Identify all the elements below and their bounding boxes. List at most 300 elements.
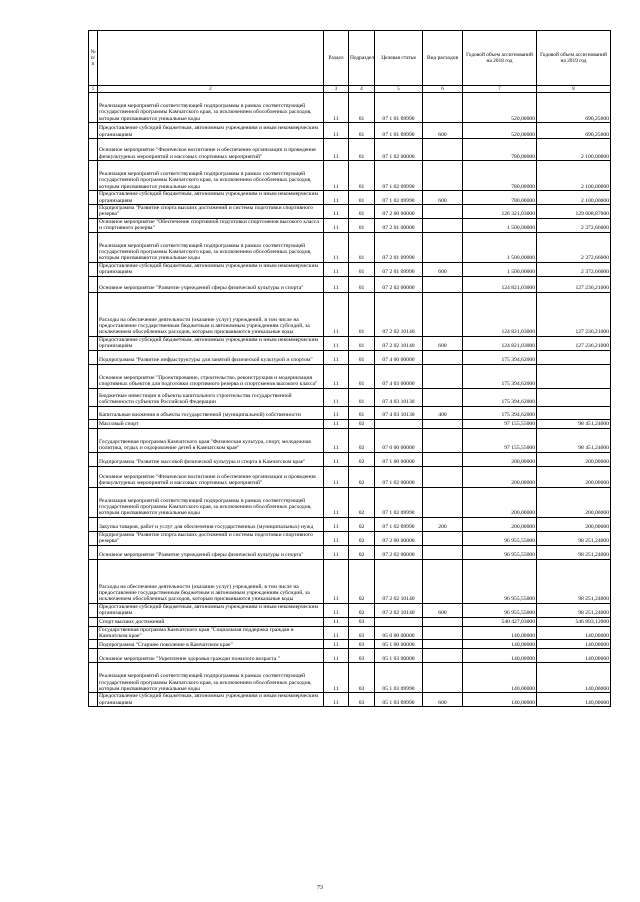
num [89,663,98,693]
row-section: 11 [324,262,349,276]
row-expense-type [423,232,463,262]
num [89,517,98,531]
row-subsection: 01 [349,218,375,232]
row-value-2019 [537,350,611,364]
row-article: 07 0 00 00000 [375,428,423,452]
row-value-2018: 97 155,55000 [463,428,537,452]
row-value-2018: 96 955,55000 [463,559,537,603]
row-article: 05 1 00 00000 [375,640,423,649]
row-section: 11 [324,218,349,232]
num [89,428,98,452]
table-body [89,93,611,707]
row-value-2019: 2 100,00000 [537,139,611,161]
row-name: Расходы на обеспечение деятельности (оказание услуг) учреждений, в том числе на предоставление государственным бюджетным и автономным учреждениям субсидий, за исключением обособленных расходов, которым присваиваются уникальные коды [98,559,324,603]
row-value-2018: 175 394,62000 [463,388,537,406]
num [89,419,98,428]
header-subsection: Подраздел [349,31,375,86]
table-row [89,626,611,640]
row-article: 07 1 02 09990 [375,161,423,191]
num [89,626,98,640]
row-value-2019: 98 251,24000 [537,545,611,559]
row-name: Спорт высших достижений [98,617,324,626]
row-subsection: 03 [349,693,375,707]
row-expense-type: 200 [423,517,463,531]
row-subsection: 03 [349,649,375,663]
num [89,161,98,191]
row-name: Основное мероприятие "Развитие учреждений сферы физической культуры и спорта" [98,276,324,292]
num [89,292,98,336]
row-name: Предоставление субсидий бюджетным, автономным учреждениям и иным некоммерческим организациям [98,693,324,707]
row-expense-type: 600 [423,191,463,205]
row-value-2018: 200,00000 [463,517,537,531]
row-article: 07 1 01 09990 [375,93,423,123]
row-section: 11 [324,350,349,364]
row-section: 11 [324,545,349,559]
row-section: 11 [324,452,349,466]
row-name: Предоставление субсидий бюджетным, автономным учреждениям и иным некоммерческим организациям [98,336,324,350]
row-value-2018: 96 955,55000 [463,603,537,617]
row-article: 05 1 03 09990 [375,693,423,707]
num [89,191,98,205]
row-expense-type [423,388,463,406]
row-expense-type [423,649,463,663]
row-value-2019: 690,25000 [537,93,611,123]
row-article: 07 1 00 00000 [375,452,423,466]
table-row [89,205,611,219]
header-type: Вид расходов [423,31,463,86]
row-expense-type [423,350,463,364]
num [89,232,98,262]
row-value-2019: 98 451,24000 [537,419,611,428]
table-row [89,336,611,350]
row-section: 11 [324,161,349,191]
column-number: 2 [98,86,324,93]
row-article [375,419,423,428]
table-row [89,419,611,428]
table-row [89,466,611,487]
row-name: Реализация мероприятий соответствующей подпрограммы в рамках соответствующей государственной программы Камчатского края, за исключением обособленных расходов, которым присваиваются уникальные коды [98,93,324,123]
table-row [89,603,611,617]
row-expense-type [423,205,463,219]
column-number: 5 [375,86,423,93]
row-value-2018: 140,00000 [463,626,537,640]
row-name: Закупка товаров, работ и услуг для обеспечения государственных (муниципальных) нужд [98,517,324,531]
table-header-row [89,31,611,86]
row-value-2018: 96 955,55000 [463,531,537,545]
num [89,487,98,517]
row-article: 07 4 00 00000 [375,350,423,364]
row-value-2019: 140,00000 [537,640,611,649]
row-article: 07 2 02 10140 [375,603,423,617]
row-expense-type [423,559,463,603]
table-row [89,364,611,388]
table-row [89,292,611,336]
row-expense-type [423,663,463,693]
row-subsection: 01 [349,406,375,419]
row-name: Предоставление субсидий бюджетным, автономным учреждениям и иным некоммерческим организациям [98,191,324,205]
row-name: Подпрограмма "Развитие массовой физической культуры и спорта в Камчатском крае" [98,452,324,466]
row-section: 11 [324,292,349,336]
row-article: 07 2 01 09990 [375,232,423,262]
page-number: 73 [317,885,323,891]
num [89,466,98,487]
table-row [89,531,611,545]
header-article: Целевая статья [375,31,423,86]
row-section: 11 [324,466,349,487]
row-section: 11 [324,663,349,693]
row-value-2019: 200,00000 [537,487,611,517]
row-subsection: 01 [349,191,375,205]
row-value-2018: 780,00000 [463,191,537,205]
row-name: Расходы на обеспечение деятельности (оказание услуг) учреждений, в том числе на предоставление государственным бюджетным и автономным учреждениям субсидий, за исключением обособленных расходов, которым присваиваются уникальные коды [98,292,324,336]
row-section: 11 [324,336,349,350]
row-value-2019: 140,00000 [537,693,611,707]
row-article: 07 2 02 10140 [375,292,423,336]
header-num: № п/п [89,31,98,86]
row-value-2019: 2 372,66000 [537,262,611,276]
row-value-2018: 780,00000 [463,161,537,191]
row-subsection: 03 [349,663,375,693]
row-subsection: 01 [349,364,375,388]
row-expense-type: 600 [423,123,463,139]
row-expense-type [423,364,463,388]
row-section: 11 [324,487,349,517]
header-name [98,31,324,86]
num [89,693,98,707]
table-row [89,649,611,663]
row-name: Массовый спорт [98,419,324,428]
table-row [89,93,611,123]
table-row [89,545,611,559]
table-row [89,617,611,626]
table-row [89,139,611,161]
row-expense-type [423,139,463,161]
table-row [89,161,611,191]
row-section: 11 [324,559,349,603]
row-section: 11 [324,364,349,388]
row-expense-type: 400 [423,406,463,419]
table-row [89,517,611,531]
row-expense-type [423,218,463,232]
row-value-2018: 140,00000 [463,649,537,663]
row-value-2019: 140,00000 [537,626,611,640]
table-row [89,693,611,707]
num [89,350,98,364]
num [89,364,98,388]
row-value-2019: 2 372,66000 [537,232,611,262]
row-expense-type [423,545,463,559]
row-value-2019: 200,00000 [537,517,611,531]
row-value-2018: 126 321,03000 [463,205,537,219]
row-value-2018: 520,00000 [463,123,537,139]
row-name: Реализация мероприятий соответствующей подпрограммы в рамках соответствующей государственной программы Камчатского края, за исключением обособленных расходов, которым присваиваются уникальные коды [98,232,324,262]
row-subsection: 02 [349,487,375,517]
row-subsection: 01 [349,262,375,276]
row-value-2018: 175 394,62000 [463,350,537,364]
row-expense-type [423,531,463,545]
row-section: 11 [324,139,349,161]
row-subsection: 03 [349,626,375,640]
row-name: Предоставление субсидий бюджетным, автономным учреждениям и иным некоммерческим организациям [98,123,324,139]
row-value-2019: 98 251,24000 [537,531,611,545]
row-name: Основное мероприятие "Обеспечение спортивной подготовки спортсменов высокого класса и спортивного резерва" [98,218,324,232]
row-name: Реализация мероприятий соответствующей подпрограммы в рамках соответствующей государственной программы Камчатского края, за исключением обособленных расходов, которым присваиваются уникальные коды [98,663,324,693]
row-article: 07 4 03 10130 [375,388,423,406]
row-name: Подпрограмма "Развитие спорта высших достижений и системы подготовки спортивного резерва" [98,531,324,545]
row-article: 05 1 03 09990 [375,663,423,693]
row-name: Предоставление субсидий бюджетным, автономным учреждениям и иным некоммерческим организациям [98,603,324,617]
row-expense-type [423,452,463,466]
row-article: 05 0 00 00000 [375,626,423,640]
header-2019: Годовой объем ассигнований на 2019 год [537,31,611,86]
header-2018: Годовой объем ассигнований на 2018 год [463,31,537,86]
row-section: 11 [324,428,349,452]
row-article: 05 1 03 00000 [375,649,423,663]
row-value-2019: 140,00000 [537,663,611,693]
row-expense-type [423,466,463,487]
column-number: 4 [349,86,375,93]
row-subsection: 01 [349,123,375,139]
row-name: Предоставление субсидий бюджетным, автономным учреждениям и иным некоммерческим организациям [98,262,324,276]
budget-table [88,30,611,707]
row-expense-type [423,626,463,640]
row-value-2019 [537,388,611,406]
row-expense-type [423,419,463,428]
row-name: Государственная программа Камчатского края "Социальная поддержка граждан в Камчатском крае" [98,626,324,640]
row-section: 11 [324,419,349,428]
row-subsection: 01 [349,139,375,161]
row-article: 07 2 01 00000 [375,218,423,232]
column-number: 3 [324,86,349,93]
row-section: 11 [324,191,349,205]
row-subsection: 02 [349,452,375,466]
row-value-2019: 2 100,00000 [537,161,611,191]
row-value-2019: 690,25000 [537,123,611,139]
num [89,406,98,419]
row-subsection: 01 [349,336,375,350]
table-row [89,350,611,364]
row-section: 11 [324,93,349,123]
row-article: 07 2 00 00000 [375,205,423,219]
row-value-2018: 1 500,00000 [463,262,537,276]
row-section: 11 [324,406,349,419]
row-article [375,617,423,626]
row-expense-type [423,487,463,517]
row-value-2019: 2 100,00000 [537,191,611,205]
table-row [89,559,611,603]
row-value-2019 [537,364,611,388]
num [89,617,98,626]
row-subsection: 01 [349,232,375,262]
row-value-2018: 175 394,62000 [463,406,537,419]
row-article: 07 2 02 10140 [375,559,423,603]
row-value-2019: 127 236,21000 [537,292,611,336]
row-value-2019: 98 251,24000 [537,603,611,617]
table-row [89,663,611,693]
row-subsection: 03 [349,640,375,649]
row-expense-type [423,161,463,191]
num [89,205,98,219]
row-expense-type: 600 [423,693,463,707]
row-name: Основное мероприятие "Физическое воспитание и обеспечение организации и проведения физкультурных мероприятий и массовых спортивных мероприятий" [98,466,324,487]
row-subsection: 01 [349,292,375,336]
row-subsection: 01 [349,205,375,219]
num [89,531,98,545]
row-expense-type [423,640,463,649]
row-section: 11 [324,517,349,531]
row-article: 07 1 02 00000 [375,466,423,487]
row-value-2018: 520,00000 [463,93,537,123]
num [89,276,98,292]
row-article: 07 1 02 09990 [375,191,423,205]
row-subsection: 01 [349,350,375,364]
row-value-2018: 140,00000 [463,640,537,649]
row-expense-type [423,428,463,452]
row-value-2018: 124 821,03000 [463,336,537,350]
row-article: 07 4 03 10130 [375,406,423,419]
row-value-2018: 140,00000 [463,663,537,693]
row-name: Основное мероприятие "Проектирование, строительство, реконструкция и модернизация спортивных объектов для подготовки спортивного резерва и спортсменов высокого класса" [98,364,324,388]
row-expense-type [423,617,463,626]
row-expense-type [423,93,463,123]
row-article: 07 2 02 10140 [375,336,423,350]
row-subsection: 01 [349,276,375,292]
row-section: 11 [324,276,349,292]
column-number-row [89,86,611,93]
row-article: 07 1 02 00000 [375,139,423,161]
column-number: 7 [463,86,537,93]
row-value-2018: 200,00000 [463,466,537,487]
num [89,262,98,276]
table-row [89,487,611,517]
row-section: 11 [324,205,349,219]
row-name: Подпрограмма "Развитие инфраструктуры для занятий физической культурой и спортом" [98,350,324,364]
row-value-2018: 97 155,55000 [463,419,537,428]
table-row [89,232,611,262]
row-value-2018: 140,00000 [463,693,537,707]
row-article: 07 1 01 09990 [375,123,423,139]
row-subsection: 02 [349,517,375,531]
row-name: Реализация мероприятий соответствующей подпрограммы в рамках соответствующей государственной программы Камчатского края, за исключением обособленных расходов, которым присваиваются уникальные коды [98,487,324,517]
row-subsection: 02 [349,603,375,617]
row-value-2018: 175 394,62000 [463,364,537,388]
row-value-2018: 200,00000 [463,487,537,517]
row-subsection: 02 [349,545,375,559]
table-row [89,218,611,232]
row-value-2018: 1 500,00000 [463,232,537,262]
num [89,640,98,649]
row-section: 11 [324,693,349,707]
row-article: 07 2 01 09990 [375,262,423,276]
row-article: 07 1 02 09990 [375,517,423,531]
row-name: Основное мероприятие "Развитие учреждений сферы физической культуры и спорта" [98,545,324,559]
num [89,559,98,603]
table-row [89,640,611,649]
row-value-2018: 780,00000 [463,139,537,161]
row-name: Подпрограмма "Старшее поколение в Камчатском крае" [98,640,324,649]
num [89,336,98,350]
table-row [89,388,611,406]
row-value-2019: 98 251,24000 [537,559,611,603]
table-row [89,276,611,292]
row-article: 07 4 03 00000 [375,364,423,388]
row-value-2018: 124 821,03000 [463,292,537,336]
row-value-2019: 200,00000 [537,466,611,487]
num [89,649,98,663]
row-subsection: 02 [349,531,375,545]
row-value-2018: 124 821,03000 [463,276,537,292]
row-subsection: 02 [349,428,375,452]
row-section: 11 [324,617,349,626]
row-value-2019: 127 236,21000 [537,276,611,292]
num [89,603,98,617]
table-row [89,123,611,139]
row-expense-type: 600 [423,262,463,276]
row-name: Основное мероприятие "Физическое воспитание и обеспечение организации и проведения физкультурных мероприятий и массовых спортивных мероприятий" [98,139,324,161]
row-value-2019: 127 236,21000 [537,336,611,350]
row-value-2018: 96 955,55000 [463,545,537,559]
table-row [89,406,611,419]
num [89,93,98,123]
row-section: 11 [324,123,349,139]
header-section: Раздел [324,31,349,86]
row-name: Реализация мероприятий соответствующей подпрограммы в рамках соответствующей государственной программы Камчатского края, за исключением обособленных расходов, которым присваиваются уникальные коды [98,161,324,191]
table-row [89,452,611,466]
row-expense-type: 600 [423,336,463,350]
num [89,139,98,161]
row-value-2019: 200,00000 [537,452,611,466]
row-article: 07 1 02 09990 [375,487,423,517]
row-section: 11 [324,603,349,617]
row-expense-type [423,276,463,292]
table-row [89,262,611,276]
row-subsection: 02 [349,419,375,428]
row-subsection: 01 [349,93,375,123]
row-subsection: 01 [349,161,375,191]
row-expense-type [423,292,463,336]
row-value-2019: 129 608,87000 [537,205,611,219]
row-subsection: 01 [349,388,375,406]
row-subsection: 03 [349,617,375,626]
row-article: 07 2 02 00000 [375,545,423,559]
num [89,452,98,466]
row-value-2018: 1 500,00000 [463,218,537,232]
column-number: 6 [423,86,463,93]
row-subsection: 02 [349,559,375,603]
row-section: 11 [324,649,349,663]
row-expense-type: 600 [423,603,463,617]
row-name: Бюджетные инвестиции в объекты капитального строительства государственной собственности субъектов Российской Федерации [98,388,324,406]
row-article: 07 2 00 00000 [375,531,423,545]
row-value-2019: 546 893,12000 [537,617,611,626]
num [89,388,98,406]
row-value-2019: 2 372,66000 [537,218,611,232]
num [89,218,98,232]
row-name: Основное мероприятие "Укрепление здоровья граждан пожилого возраста " [98,649,324,663]
row-value-2019 [537,406,611,419]
row-value-2019: 98 451,24000 [537,428,611,452]
row-section: 11 [324,640,349,649]
row-value-2018: 200,00000 [463,452,537,466]
column-number: 8 [537,86,611,93]
table-row [89,428,611,452]
row-section: 11 [324,232,349,262]
table-row [89,191,611,205]
row-name: Государственная программа Камчатского края "Физическая культура, спорт, молодежная политика, отдых и оздоровление детей в Камчатском крае" [98,428,324,452]
column-number: 1 [89,86,98,93]
row-section: 11 [324,531,349,545]
row-value-2018: 540 427,03000 [463,617,537,626]
